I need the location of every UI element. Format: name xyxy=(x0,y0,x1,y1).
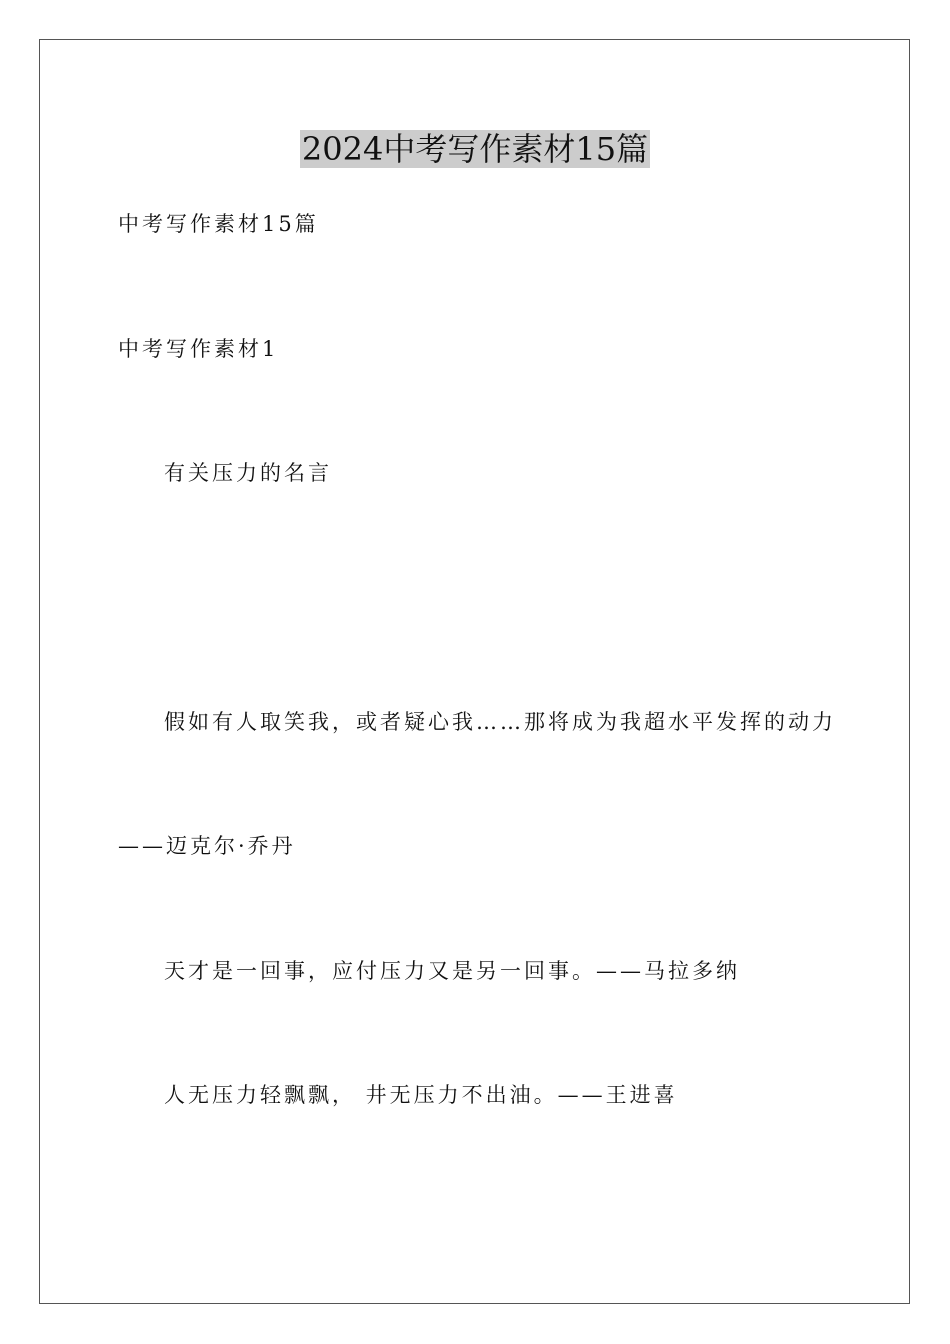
quote-paragraph: 人无压力轻飘飘， 井无压力不出油。——王进喜 xyxy=(164,1083,678,1107)
document-title xyxy=(0,128,950,170)
quote-paragraph: 天才是一回事，应付压力又是另一回事。——马拉多纳 xyxy=(164,959,740,983)
title-highlight: 2024中考写作素材15篇 xyxy=(301,130,649,168)
section-heading: 中考写作素材1 xyxy=(118,337,279,361)
topic-heading: 有关压力的名言 xyxy=(164,461,332,485)
subtitle-paragraph: 中考写作素材15篇 xyxy=(118,212,319,236)
quote-attribution: ——迈克尔·乔丹 xyxy=(118,834,296,858)
quote-paragraph: 假如有人取笑我，或者疑心我……那将成为我超水平发挥的动力 xyxy=(164,710,836,734)
